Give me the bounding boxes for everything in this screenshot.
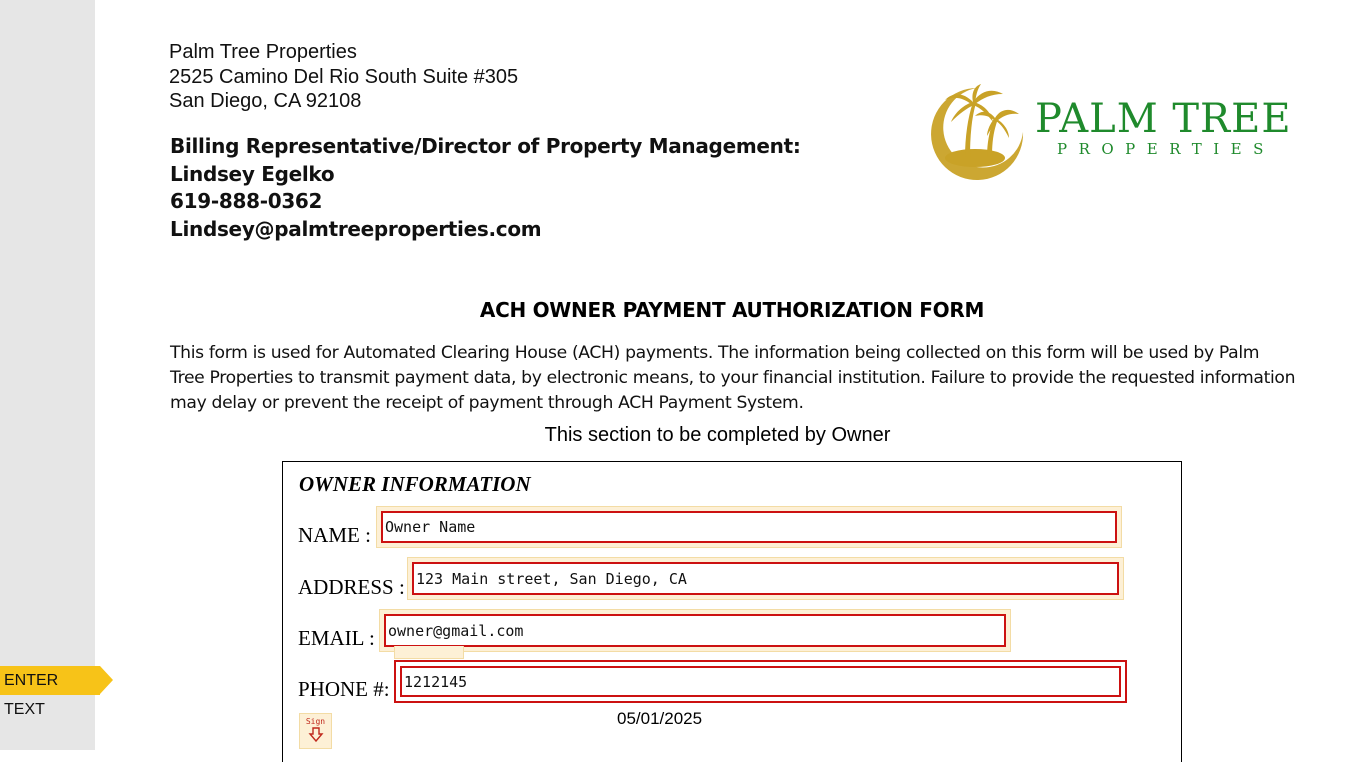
address-field[interactable] <box>412 562 1119 595</box>
company-name: Palm Tree Properties <box>169 41 357 63</box>
address-field-wrapper <box>407 557 1124 600</box>
palm-tree-icon <box>931 84 1023 180</box>
logo-sub-text: PROPERTIES <box>1057 140 1275 158</box>
sign-button[interactable] <box>299 713 332 749</box>
form-intro: This form is used for Automated Clearing House (ACH) payments. The information being collected on this form will be used by Palm Tree Properties to transmit payment data, by electronic means, to your financial institution. Failure to provide the requested information may delay or prevent the receipt of payment through ACH Payment System. <box>170 343 1296 413</box>
name-field[interactable] <box>381 511 1117 543</box>
left-rail <box>0 0 95 750</box>
form-title: ACH OWNER PAYMENT AUTHORIZATION FORM <box>479 298 985 322</box>
phone-label: PHONE #: <box>298 677 390 701</box>
company-info <box>169 40 518 114</box>
arrow-down-icon <box>308 727 324 743</box>
logo-main-text: PALM TREE <box>1035 96 1292 142</box>
contact-phone: 619-888-0362 <box>170 189 323 213</box>
contact-info <box>170 133 801 243</box>
sign-label: Sign <box>305 717 326 726</box>
email-field[interactable] <box>384 614 1006 647</box>
section-note: This section to be completed by Owner <box>544 424 891 446</box>
email-field-wrapper <box>379 609 1011 652</box>
contact-role: Billing Representative/Director of Property Management: <box>170 134 801 158</box>
name-label: NAME : <box>298 523 371 547</box>
address-label: ADDRESS : <box>298 575 405 599</box>
enter-text-flag[interactable]: ENTER TEXT <box>0 666 100 695</box>
field-tag <box>394 646 464 659</box>
phone-field[interactable] <box>400 666 1121 697</box>
logo-wordmark <box>1035 96 1292 158</box>
owner-info-heading: OWNER INFORMATION <box>299 472 531 496</box>
company-address-line2: San Diego, CA 92108 <box>169 90 362 112</box>
name-field-wrapper <box>376 506 1122 548</box>
contact-email: Lindsey@palmtreeproperties.com <box>170 216 542 241</box>
date-text: 05/01/2025 <box>617 709 703 728</box>
contact-name: Lindsey Egelko <box>170 161 335 186</box>
phone-field-wrapper <box>394 660 1127 703</box>
company-address-line1: 2525 Camino Del Rio South Suite #305 <box>169 65 519 88</box>
email-label: EMAIL : <box>298 626 375 650</box>
